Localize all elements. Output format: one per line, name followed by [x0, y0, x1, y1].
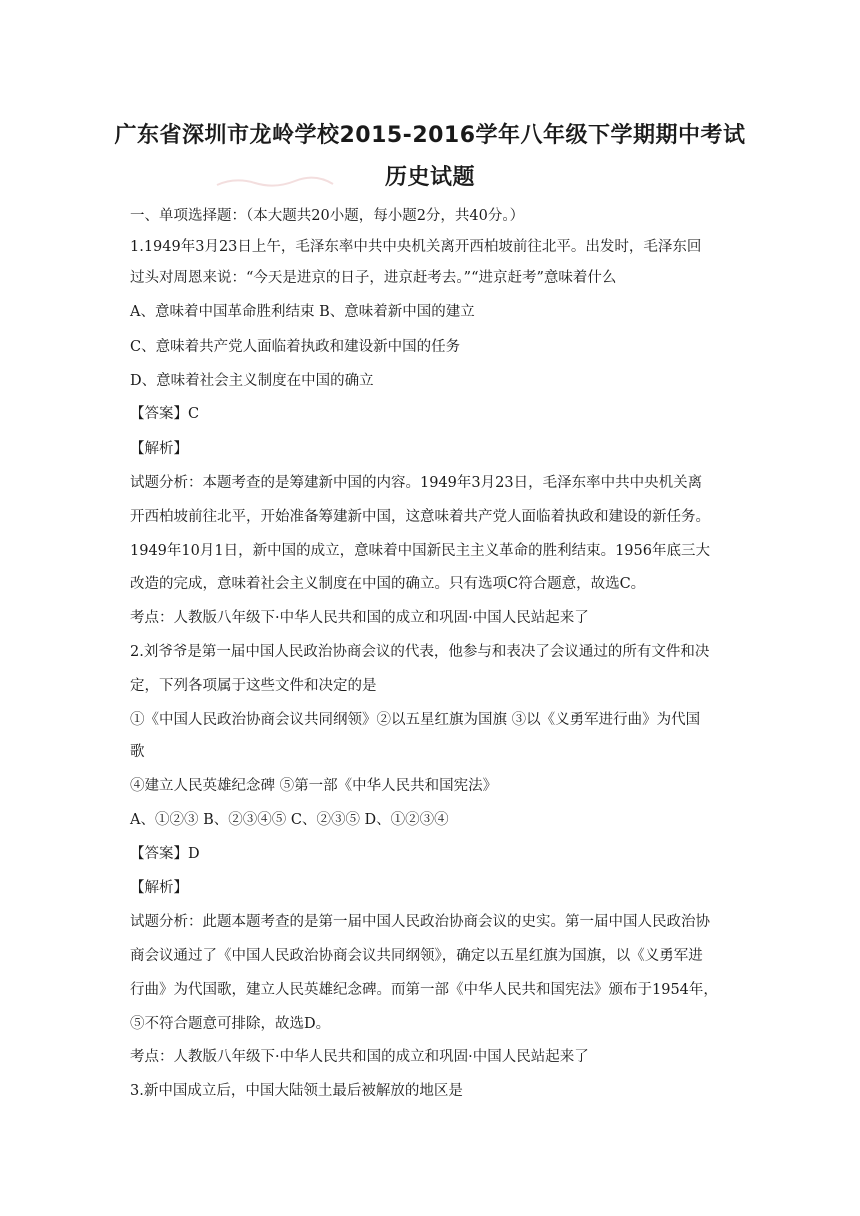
question-1-topic: 考点：人教版八年级下·中华人民共和国的成立和巩固·中国人民站起来了: [130, 610, 589, 626]
question-2-analysis-line-4: ⑤不符合题意可排除，故选D。: [130, 1016, 331, 1032]
question-2-items-line-1: ①《中国人民政治协商会议共同纲领》②以五星红旗为国旗 ③以《义勇军进行曲》为代国: [130, 712, 701, 728]
question-2-answer: 【答案】D: [130, 846, 200, 862]
document-title-line-1: 广东省深圳市龙岭学校2015-2016学年八年级下学期期中考试: [114, 123, 746, 148]
question-2-items-line-3: ④建立人民英雄纪念碑 ⑤第一部《中华人民共和国宪法》: [130, 778, 498, 794]
question-1-option-d: D、意味着社会主义制度在中国的确立: [130, 373, 374, 389]
question-2-options: A、①②③ B、②③④⑤ C、②③⑤ D、①②③④: [130, 812, 449, 828]
question-1-analysis-line-4: 改造的完成，意味着社会主义制度在中国的确立。只有选项C符合题意，故选C。: [130, 576, 646, 592]
faint-watermark-decoration: [215, 175, 335, 189]
question-2-analysis-line-2: 商会议通过了《中国人民政治协商会议共同纲领》，确定以五星红旗为国旗，以《义勇军进: [130, 948, 703, 964]
question-1-analysis-line-2: 开西柏坡前往北平，开始准备筹建新中国，这意味着共产党人面临着执政和建设的新任务。: [130, 509, 710, 525]
question-1-option-c: C、意味着共产党人面临着执政和建设新中国的任务: [130, 339, 461, 355]
question-1-analysis-line-3: 1949年10月1日，新中国的成立，意味着中国新民主主义革命的胜利结束。1956年底三大: [130, 543, 710, 559]
question-1-analysis-line-1: 试题分析：本题考查的是筹建新中国的内容。1949年3月23日，毛泽东率中共中央机关离: [130, 475, 703, 491]
question-3-stem: 3.新中国成立后，中国大陆领土最后被解放的地区是: [130, 1083, 463, 1099]
question-2-analysis-line-3: 行曲》为代国歌，建立人民英雄纪念碑。而第一部《中华人民共和国宪法》颁布于1954年，: [130, 982, 718, 998]
question-2-topic: 考点：人教版八年级下·中华人民共和国的成立和巩固·中国人民站起来了: [130, 1049, 589, 1065]
question-2-analysis-label: 【解析】: [130, 880, 188, 896]
question-1-options-ab: A、意味着中国革命胜利结束 B、意味着新中国的建立: [130, 304, 475, 320]
question-2-stem-line-2: 定，下列各项属于这些文件和决定的是: [130, 678, 377, 694]
section-heading: 一、单项选择题：（本大题共20小题，每小题2分，共40分。）: [130, 208, 525, 224]
question-1-answer: 【答案】C: [130, 406, 200, 422]
question-1-stem-line-1: 1.1949年3月23日上午，毛泽东率中共中央机关离开西柏坡前往北平。出发时，毛泽东回: [130, 239, 702, 255]
question-2-analysis-line-1: 试题分析：此题本题考查的是第一届中国人民政治协商会议的史实。第一届中国人民政治协: [130, 914, 710, 930]
question-1-analysis-label: 【解析】: [130, 441, 188, 457]
question-1-stem-line-2: 过头对周恩来说：“今天是进京的日子，进京赶考去。”“进京赶考”意味着什么: [130, 270, 617, 286]
document-title-line-2: 历史试题: [384, 165, 475, 190]
question-2-items-line-2: 歌: [130, 744, 145, 760]
question-2-stem-line-1: 2.刘爷爷是第一届中国人民政治协商会议的代表，他参与和表决了会议通过的所有文件和决: [130, 644, 710, 660]
